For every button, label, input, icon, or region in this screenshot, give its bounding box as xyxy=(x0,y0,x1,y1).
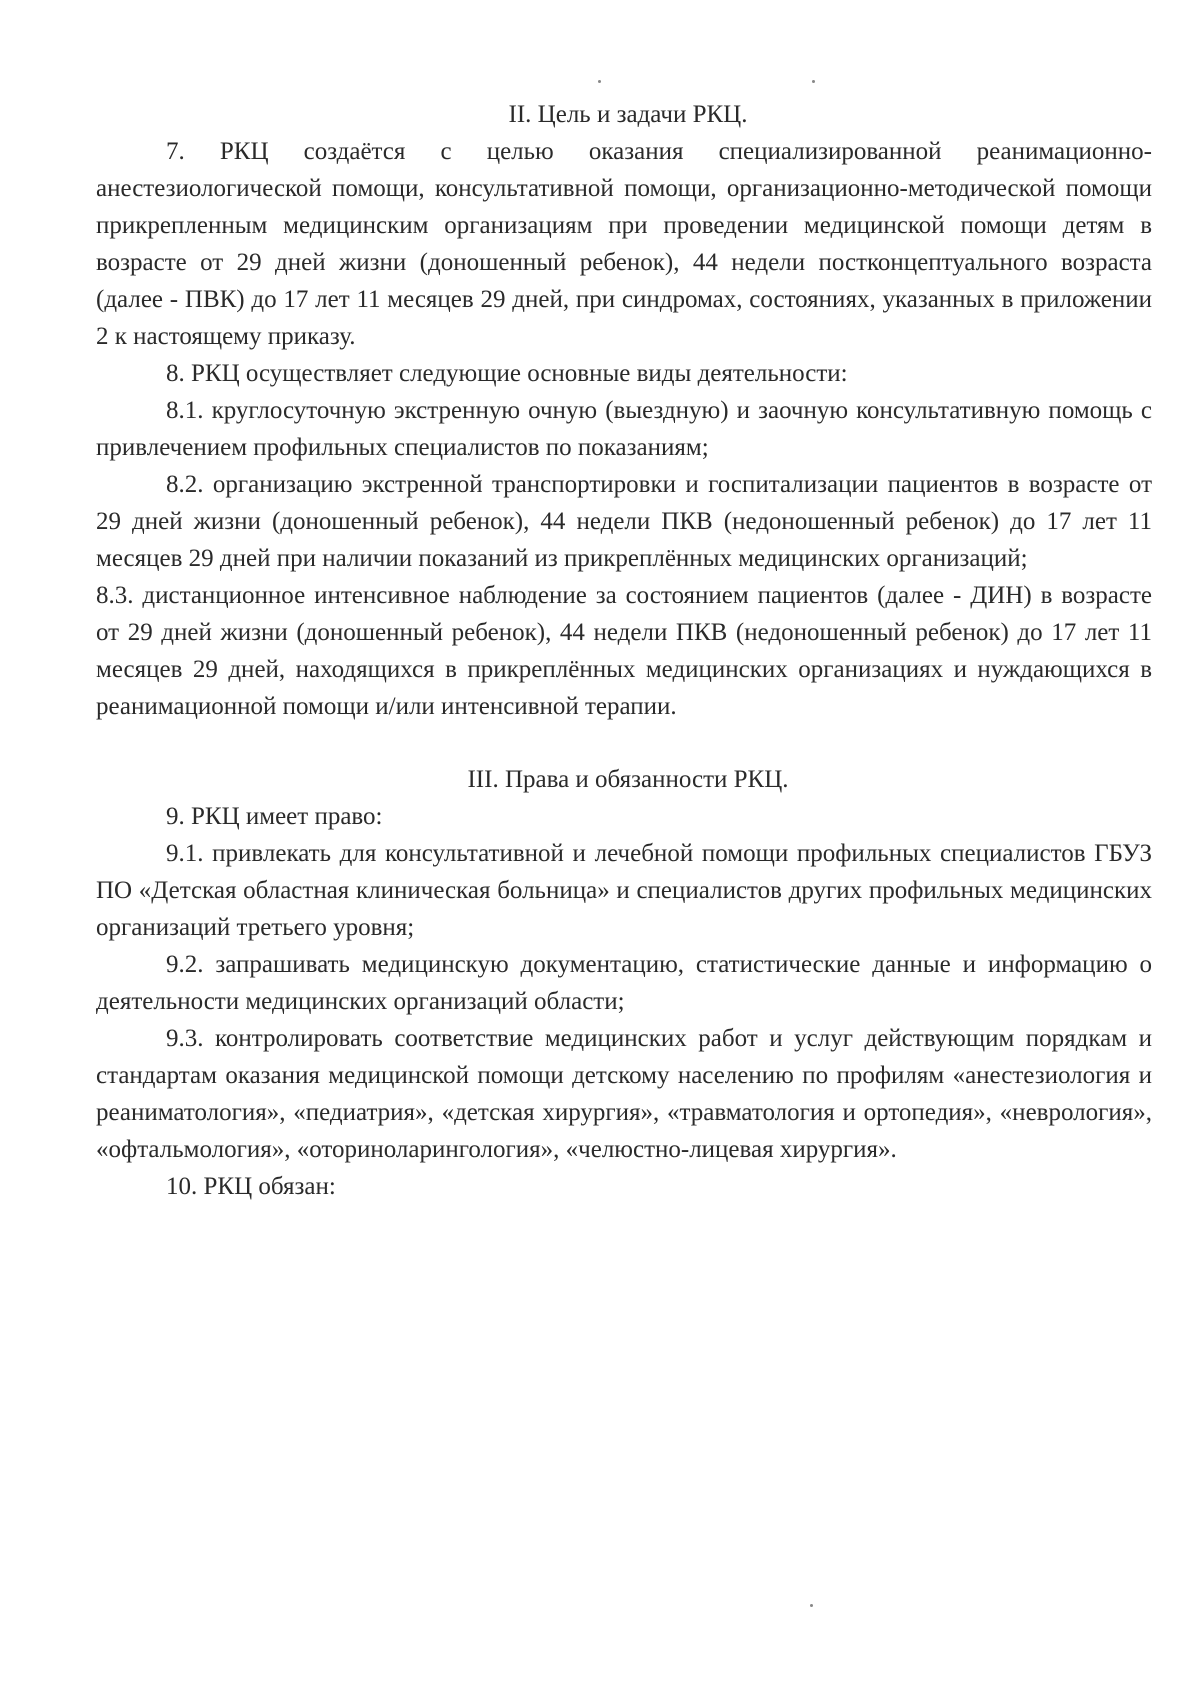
scan-speck xyxy=(810,1604,813,1607)
paragraph-8-3: 8.3. дистанционное интенсивное наблюдение за состоянием пациентов (далее - ДИН) в возрасте от 29 дней жизни (доношенный ребенок), 44 недели ПКВ (недоношенный ребенок) до 17 лет 11 месяцев 29 дней, находящихся в прикреплённых медицинских организациях и нуждающихся в реанимационной помощи и/или интенсивной терапии. xyxy=(96,582,1152,720)
paragraph-9-2: 9.2. запрашивать медицинскую документацию, статистические данные и информацию о деятельности медицинских организаций области; xyxy=(96,951,1152,1015)
scan-speck xyxy=(598,80,601,83)
section-3-title: III. Права и обязанности РКЦ. xyxy=(467,766,789,793)
scan-speck xyxy=(812,80,815,83)
paragraph-9-3: 9.3. контролировать соответствие медицинских работ и услуг действующим порядкам и стандартам оказания медицинской помощи детскому населению по профилям «анестезиология и реаниматология», «педиатрия», «детская хирургия», «травматология и ортопедия», «неврология», «офтальмология», «оториноларингология», «челюстно-лицевая хирургия». xyxy=(96,1025,1152,1163)
paragraph-9: 9. РКЦ имеет право: xyxy=(166,803,383,830)
paragraph-10: 10. РКЦ обязан: xyxy=(166,1173,336,1200)
paragraph-9-1: 9.1. привлекать для консультативной и лечебной помощи профильных специалистов ГБУЗ ПО «Детская областная клиническая больница» и специалистов других профильных медицинских организаций третьего уровня; xyxy=(96,840,1152,941)
section-2-title: II. Цель и задачи РКЦ. xyxy=(508,101,748,128)
paragraph-8: 8. РКЦ осуществляет следующие основные виды деятельности: xyxy=(166,360,848,387)
paragraph-7: 7. РКЦ создаётся с целью оказания специализированной реанимационно-анестезиологической помощи, консультативной помощи, организационно-методической помощи прикрепленным медицинским организациям при проведении медицинской помощи детям в возрасте от 29 дней жизни (доношенный ребенок), 44 недели постконцептуального возраста (далее - ПВК) до 17 лет 11 месяцев 29 дней, при синдромах, состояниях, указанных в приложении 2 к настоящему приказу. xyxy=(96,138,1152,350)
paragraph-8-1: 8.1. круглосуточную экстренную очную (выездную) и заочную консультативную помощь с привлечением профильных специалистов по показаниям; xyxy=(96,397,1152,461)
paragraph-8-2: 8.2. организацию экстренной транспортировки и госпитализации пациентов в возрасте от 29 дней жизни (доношенный ребенок), 44 недели ПКВ (недоношенный ребенок) до 17 лет 11 месяцев 29 дней при наличии показаний из прикреплённых медицинских организаций; xyxy=(96,471,1152,572)
